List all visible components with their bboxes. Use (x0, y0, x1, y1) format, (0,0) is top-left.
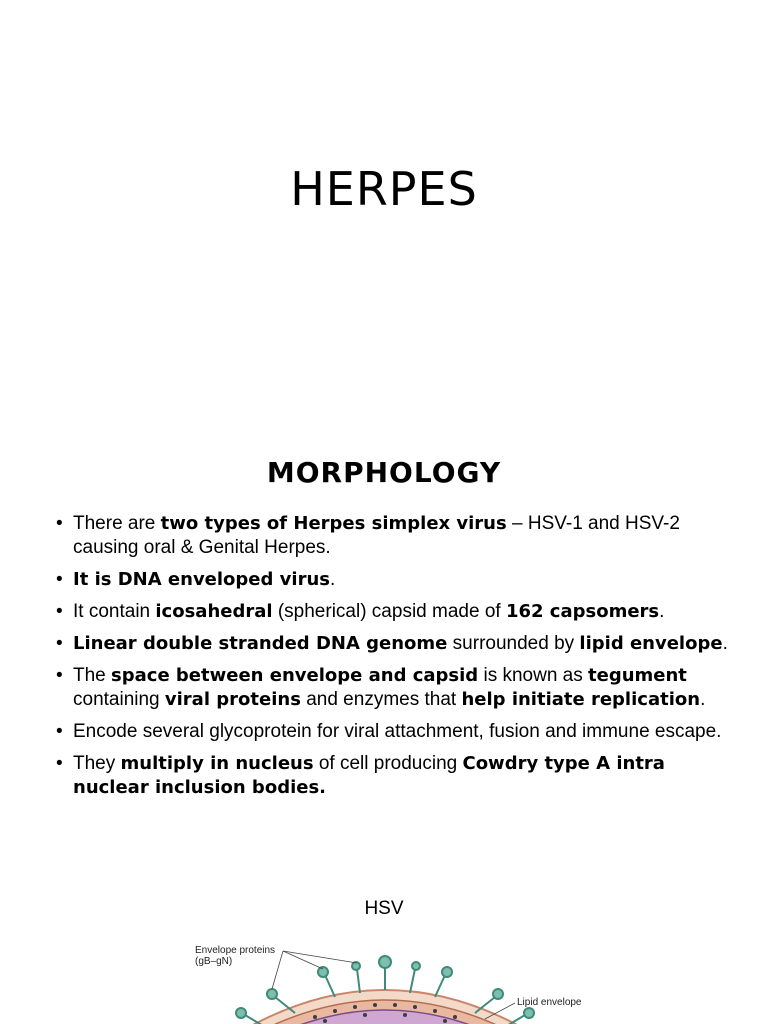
hsv-diagram (175, 935, 590, 1024)
bullet-bold-text: It is DNA enveloped virus (73, 569, 330, 590)
bullet-text: of cell producing (313, 753, 463, 774)
bullet-bold-text: Linear double stranded DNA genome (73, 633, 448, 654)
bullet-item (56, 752, 736, 800)
bullet-bold-text: multiply in nucleus (120, 753, 314, 774)
bullet-text: They (73, 753, 121, 774)
slide-title: HERPES (290, 162, 478, 216)
bullet-bold-text: Cowdry type A intra nuclear inclusion bodies. (73, 753, 665, 798)
bullet-text: Encode several glycoprotein for viral attachment, fusion and immune escape. (73, 721, 722, 742)
section-heading: MORPHOLOGY (266, 456, 502, 489)
bullet-bold-text: help initiate replication (461, 689, 701, 710)
bullet-bold-text: tegument (588, 665, 687, 686)
bullet-item (56, 512, 736, 560)
bullet-bold-text: 162 capsomers (505, 601, 660, 622)
label-envelope-proteins (195, 945, 275, 967)
label-lipid-envelope: Lipid envelope (517, 997, 582, 1008)
bullet-text: . (722, 633, 728, 654)
label-envelope-proteins-text: Envelope proteins (195, 945, 276, 956)
bullet-text: and enzymes that (300, 689, 462, 710)
bullet-bold-text: space between envelope and capsid (111, 665, 479, 686)
bullet-text: There are (73, 513, 161, 534)
bullet-text: containing (73, 689, 165, 710)
bullet-item (56, 600, 736, 624)
label-envelope-proteins-sub: (gB–gN) (195, 956, 233, 967)
bullet-item (56, 568, 736, 592)
bullet-text: It contain (73, 601, 156, 622)
bullet-bold-text: lipid envelope (579, 633, 723, 654)
bullet-text: . (700, 689, 706, 710)
bullet-item (56, 664, 736, 712)
bullet-item (56, 632, 736, 656)
bullet-text: . (329, 569, 336, 590)
bullet-item (56, 720, 736, 744)
bullet-text: – HSV-1 and HSV-2 causing oral & Genital Herpes. (73, 513, 680, 558)
bullet-text: The (73, 665, 112, 686)
bullet-text: is known as (478, 665, 589, 686)
bullet-text: (spherical) capsid made of (272, 601, 506, 622)
bullet-text: . (659, 601, 665, 622)
bullet-text: surrounded by (447, 633, 580, 654)
bullet-bold-text: two types of Herpes simplex virus (160, 513, 507, 534)
bullet-bold-text: icosahedral (155, 601, 273, 622)
bullet-list (56, 512, 736, 808)
figure-caption: HSV (364, 898, 404, 919)
bullet-bold-text: viral proteins (164, 689, 301, 710)
